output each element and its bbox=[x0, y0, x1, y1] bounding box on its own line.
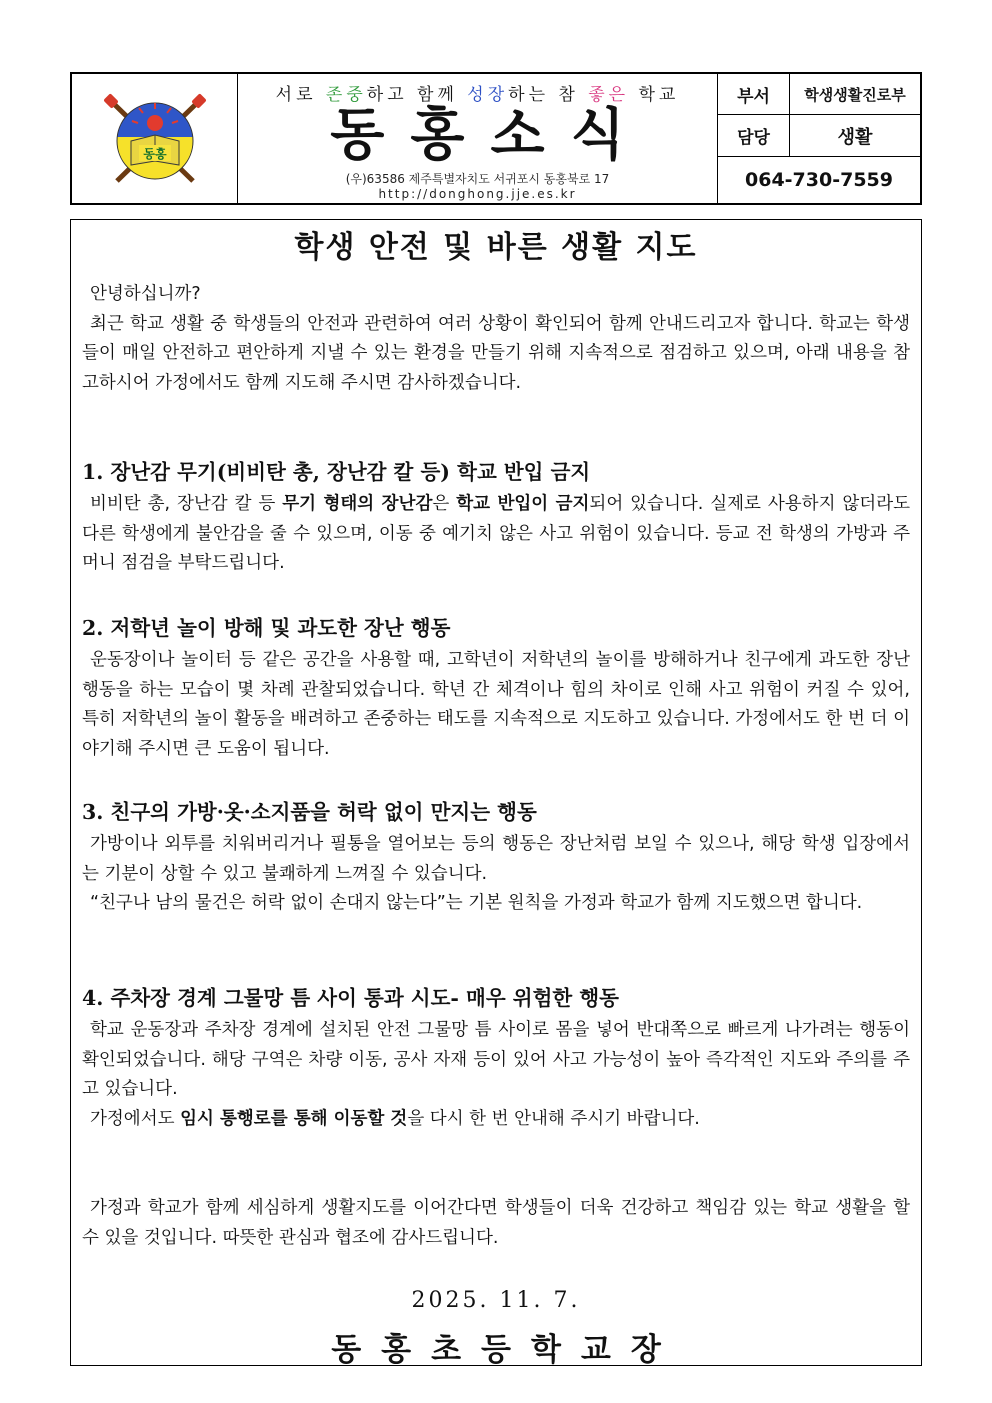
greeting: 안녕하십니까? bbox=[90, 284, 201, 304]
text-run: 되어 있습니다. 실제로 사용하지 않더라도 다른 학생에게 불안감을 줄 수 있으며, 이동 중 예기치 않은 사고 위험이 있습니다. 등교 전 학생의 가방과 주머니 점검을 부탁드립니다. bbox=[82, 494, 910, 573]
section-4-body bbox=[82, 1016, 910, 1134]
text-run: 을 다시 한 번 안내해 주시기 바랍니다. bbox=[407, 1108, 700, 1129]
text-run: 가정에서도 bbox=[90, 1108, 181, 1129]
document-title: 학생 안전 및 바른 생활 지도 bbox=[294, 230, 698, 265]
school-emblem-icon bbox=[95, 83, 215, 195]
section-3-paragraph-1: 가방이나 외투를 치워버리거나 필통을 열어보는 등의 행동은 장난처럼 보일 수 있으나, 해당 학생 입장에서는 기분이 상할 수 있고 불쾌하게 느껴질 수 있습니다. bbox=[82, 834, 910, 884]
motto-growth: 성장 bbox=[467, 85, 509, 105]
section-4-heading: 4. 주차장 경계 그물망 틈 사이 통과 시도- 매우 위험한 행동 bbox=[82, 986, 619, 1010]
section-1-heading: 1. 장난감 무기(비비탄 총, 장난감 칼 등) 학교 반입 금지 bbox=[82, 460, 591, 484]
section-3-paragraph-2: “친구나 남의 물건은 허락 없이 손대지 않는다”는 기본 원칙을 가정과 학교가 함께 지도했으면 합니다. bbox=[90, 893, 863, 913]
text-run: 비비탄 총, 장난감 칼 등 bbox=[90, 494, 283, 514]
motto-part: 학교 bbox=[629, 85, 680, 105]
charge-label: 담당 bbox=[718, 115, 790, 155]
dept-row bbox=[718, 74, 920, 115]
phone-row bbox=[718, 157, 920, 203]
section-2-paragraph: 운동장이나 놀이터 등 같은 공간을 사용할 때, 고학년이 저학년의 놀이를 방해하거나 친구에게 과도한 장난 행동을 하는 모습이 몇 차례 관찰되었습니다. 학년 간 체격이나 힘의 차이로 인해 사고 위험이 커질 수 있어, 특히 저학년의 놀이 활동을 배려하고 존중하는 태도를 지속적으로 지도하고 있습니다. 가정에서도 한 번 더 이야기해 주시면 큰 도움이 됩니다. bbox=[82, 650, 910, 759]
motto-part: 하는 참 bbox=[508, 85, 589, 105]
school-address: (우)63586 제주특별자치도 서귀포시 동홍북로 17 bbox=[345, 172, 610, 186]
logo-text: 동홍 bbox=[142, 146, 167, 161]
closing-block bbox=[82, 1194, 910, 1253]
school-logo-cell bbox=[72, 74, 238, 203]
section-4-paragraph-2 bbox=[82, 1105, 910, 1135]
info-table bbox=[718, 74, 920, 203]
motto-part: 서로 bbox=[275, 85, 326, 105]
school-url[interactable]: http://donghong.jje.es.kr bbox=[378, 187, 577, 201]
section-2-heading: 2. 저학년 놀이 방해 및 과도한 장난 행동 bbox=[82, 616, 451, 640]
document-date: 2025. 11. 7. bbox=[411, 1288, 581, 1313]
section-1-body bbox=[82, 490, 910, 579]
newsletter-title-cell bbox=[238, 74, 718, 203]
section-3-heading: 3. 친구의 가방·옷·소지품을 허락 없이 만지는 행동 bbox=[82, 800, 537, 824]
intro-block bbox=[82, 280, 910, 398]
text-run: 은 bbox=[432, 494, 457, 514]
newsletter-header bbox=[70, 72, 922, 205]
motto-respect: 존중 bbox=[325, 85, 367, 105]
charge-value: 생활 bbox=[837, 126, 873, 148]
bold-text: 임시 통행로를 통해 이동할 것 bbox=[180, 1108, 408, 1129]
closing-paragraph: 가정과 학교가 함께 세심하게 생활지도를 이어간다면 학생들이 더욱 건강하고 책임감 있는 학교 생활을 할 수 있을 것입니다. 따뜻한 관심과 협조에 감사드립니다. bbox=[82, 1198, 910, 1248]
section-4-paragraph-1: 학교 운동장과 주차장 경계에 설치된 안전 그물망 틈 사이로 몸을 넣어 반대쪽으로 빠르게 나가려는 행동이 확인되었습니다. 해당 구역은 차량 이동, 공사 자재 등이 있어 사고 가능성이 높아 즉각적인 지도와 주의를 주고 있습니다. bbox=[82, 1020, 910, 1099]
school-address-block bbox=[238, 172, 717, 202]
intro-paragraph: 최근 학교 생활 중 학생들의 안전과 관련하여 여러 상황이 확인되어 함께 안내드리고자 합니다. 학교는 학생들이 매일 안전하고 편안하게 지낼 수 있는 환경을 만들기 위해 지속적으로 점검하고 있으며, 아래 내용을 참고하시어 가정에서도 함께 지도해 주시면 감사하겠습니다. bbox=[82, 313, 910, 393]
document-body bbox=[70, 219, 922, 1366]
section-2-body bbox=[82, 646, 910, 764]
phone-number: 064-730-7559 bbox=[745, 168, 893, 191]
newsletter-title: 동홍소식 bbox=[330, 102, 651, 168]
bold-text: 무기 형태의 장난감 bbox=[282, 494, 433, 514]
section-3-body bbox=[82, 830, 910, 919]
motto-part: 하고 함께 bbox=[366, 85, 468, 105]
signer: 동홍초등학교장 bbox=[331, 1332, 681, 1368]
dept-value: 학생생활진로부 bbox=[804, 85, 906, 104]
section-1-paragraph bbox=[82, 490, 910, 579]
charge-row bbox=[718, 115, 920, 156]
bold-text: 학교 반입이 금지 bbox=[456, 494, 590, 514]
motto-good: 좋은 bbox=[588, 85, 630, 105]
dept-label: 부서 bbox=[718, 74, 790, 114]
